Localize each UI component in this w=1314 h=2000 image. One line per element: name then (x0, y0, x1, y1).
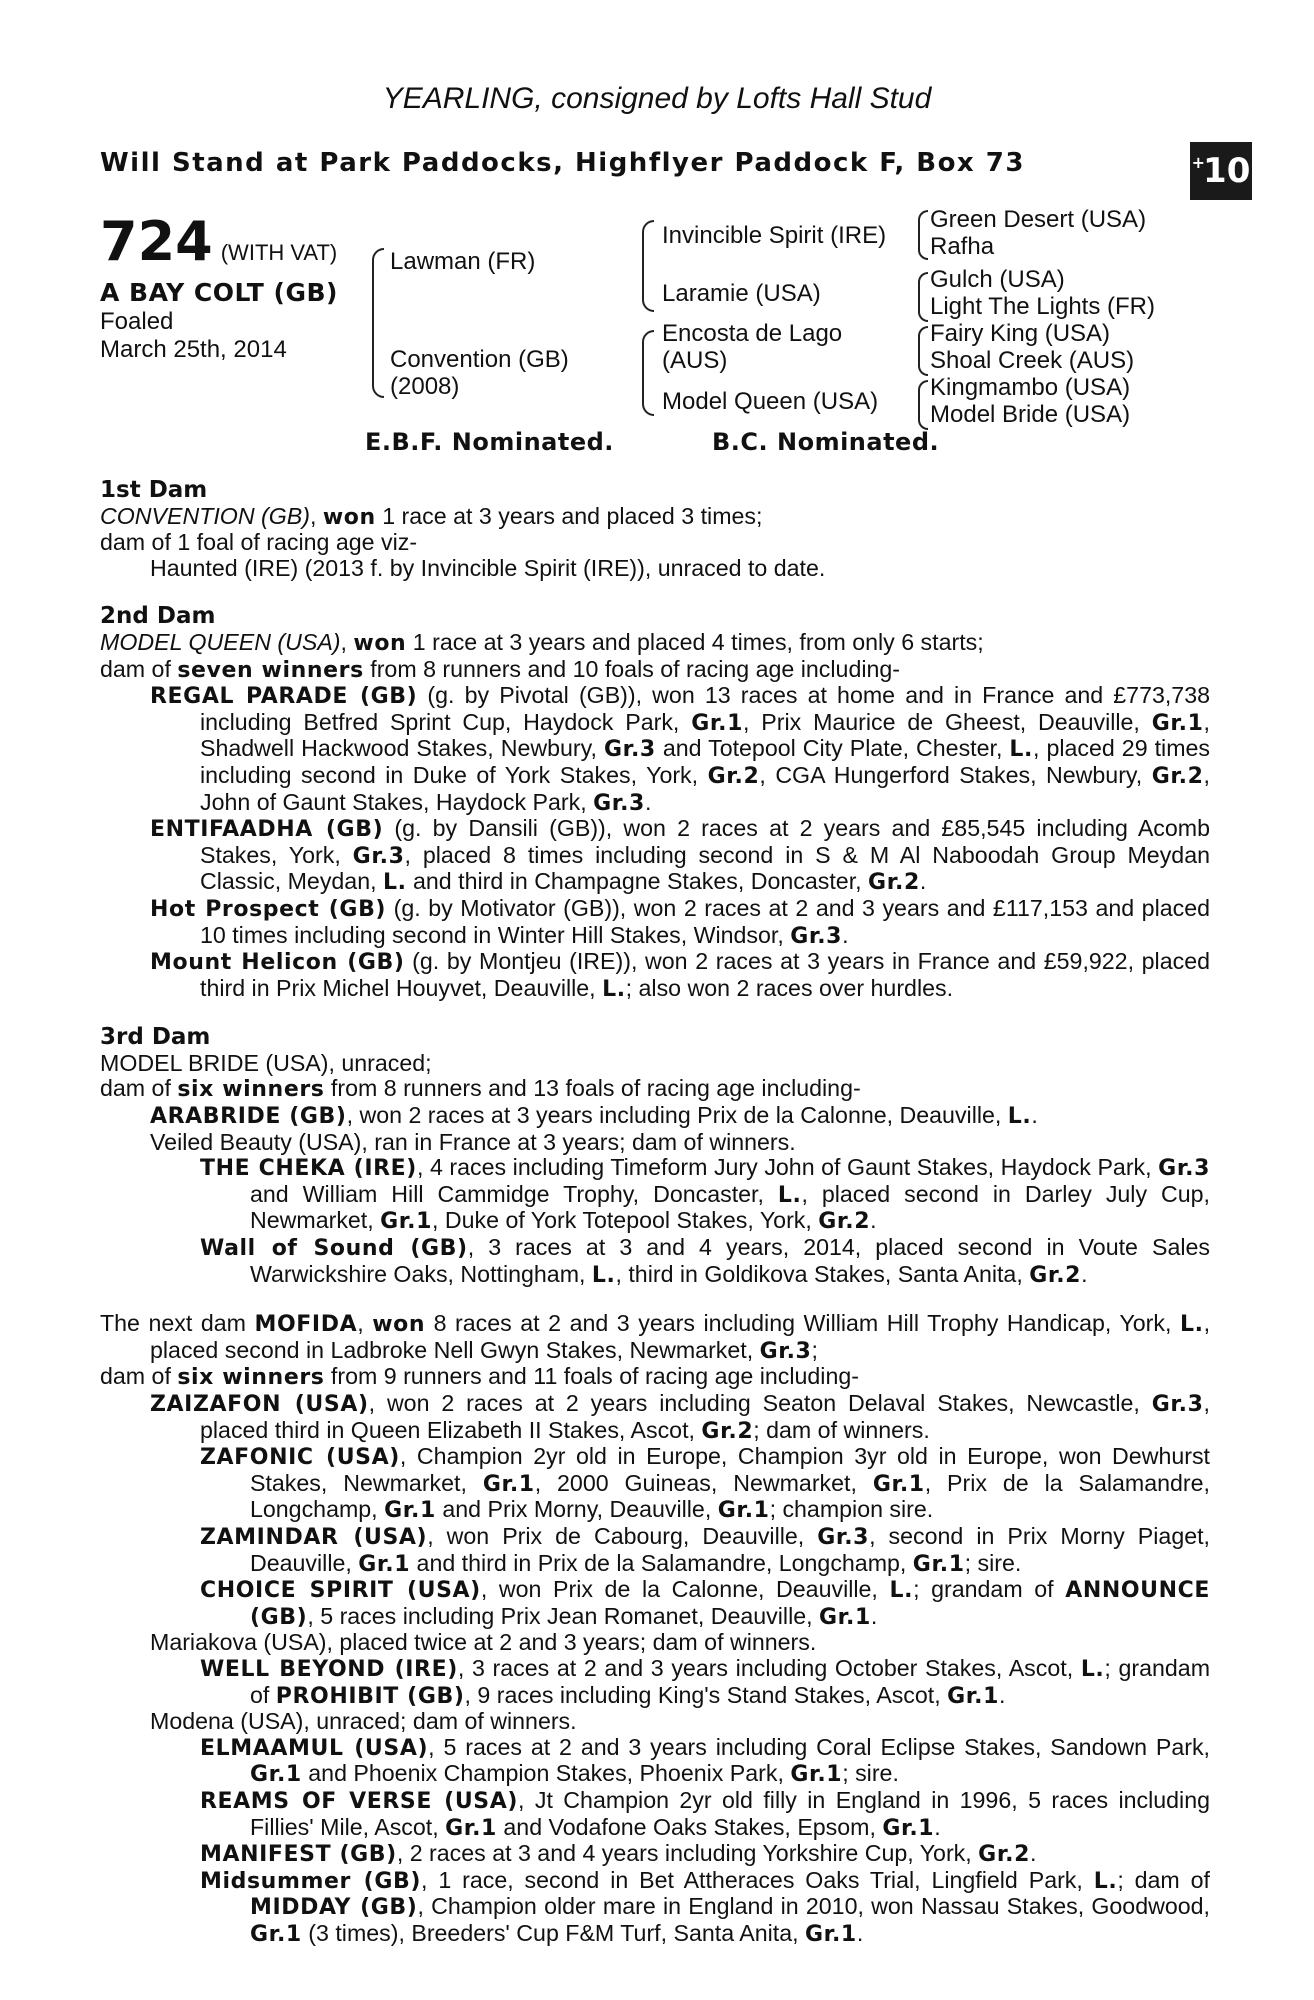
grade: Gr.1 (882, 1815, 935, 1841)
text: . (856, 1919, 864, 1946)
grade: L. (1007, 1104, 1032, 1130)
foaled-label: Foaled (100, 308, 174, 335)
text: 8 races at 2 and 3 years including William Hill Trophy Handicap, York, (425, 1310, 1180, 1337)
dam-name: Convention (GB) (390, 346, 569, 373)
text: , 2000 Guineas, Newmarket, (534, 1469, 873, 1496)
gen3-3: Gulch (USA) (930, 266, 1065, 293)
grade: Gr.1 (717, 1498, 770, 1524)
horse-name: ANNOUNCE (GB) (250, 1578, 1211, 1630)
text: ; also won 2 races over hurdles. (625, 974, 954, 1001)
text: dam of (100, 1363, 178, 1390)
horse-name: REAMS OF VERSE (USA) (200, 1788, 519, 1814)
badge-plus: + (1191, 152, 1206, 172)
text: , won 2 races at 2 years including Seaton Delaval Stakes, Newcastle, (368, 1390, 1152, 1416)
text: from 9 runners and 11 foals of racing age including- (324, 1363, 859, 1390)
grade: Gr.2 (978, 1842, 1030, 1868)
lot-description: A BAY COLT (GB) (100, 278, 338, 307)
grade: L. (591, 1262, 616, 1288)
first-dam-section: 1st Dam CONVENTION (GB), won 1 race at 3 years and placed 3 times; dam of 1 foal of racing age viz- Haunted (IRE) (2013 f. by Invincible Spirit (IRE)), unraced to date. (100, 478, 1210, 581)
grade: Gr.3 (790, 923, 843, 949)
text: (g. by Montjeu (IRE)), won 2 races at 3 years in France and £59,922, placed third in Prix Michel Houyvet, Deauville, (200, 948, 1210, 1001)
produce-zamindar (200, 1524, 1210, 1577)
produce-hot-prospect (150, 896, 1210, 949)
grade: Gr.1 (1151, 710, 1204, 736)
horse-name: ARABRIDE (GB) (150, 1104, 347, 1130)
gen3-7: Kingmambo (USA) (930, 374, 1131, 401)
horse-name: ZAMINDAR (USA) (200, 1524, 428, 1550)
produce-choice-spirit (200, 1577, 1210, 1630)
text: ; grandam of (913, 1576, 1066, 1603)
sire-name: Lawman (FR) (390, 248, 536, 275)
second-dam-name: MODEL QUEEN (USA) (100, 628, 341, 655)
horse-name: WELL BEYOND (IRE) (200, 1656, 458, 1682)
grade: Gr.1 (384, 1498, 436, 1524)
second-dam-heading: 2nd Dam (100, 603, 216, 630)
text: , Jt Champion 2yr old filly in England in 1996, 5 races including Fillies' Mile, Ascot, (250, 1786, 1210, 1840)
produce-wall-of-sound (200, 1235, 1210, 1288)
brace-gen3-2 (918, 272, 928, 322)
text: , 5 races including Prix Jean Romanet, Deauville, (307, 1602, 820, 1629)
text: , Champion 2yr old in Europe, Champion 3yr old in Europe, won Dewhurst Stakes, Newmarket, (250, 1443, 1210, 1496)
text: (g. by Pivotal (GB)), won 13 races at home and in France and £773,738 including Betfred Sprint Cup, Haydock Park, (200, 682, 1210, 735)
grade: L. (383, 870, 407, 896)
gen3-4: Light The Lights (FR) (930, 293, 1155, 320)
horse-name: Hot Prospect (GB) (150, 896, 387, 922)
stand-location: Will Stand at Park Paddocks, Highflyer Paddock F, Box 73 (100, 148, 1025, 178)
grade: Gr.3 (1151, 1392, 1204, 1417)
grade: Gr.2 (818, 1209, 871, 1235)
catalogue-body (100, 478, 1210, 1970)
text: , 3 races at 2 and 3 years including October Stakes, Ascot, (457, 1654, 1081, 1681)
text: and third in Champagne Stakes, Doncaster, (406, 868, 869, 895)
next-dam-name: MOFIDA (254, 1312, 358, 1338)
dam-sire-l1: Encosta de Lago (662, 320, 843, 347)
horse-name: ELMAAMUL (USA) (200, 1735, 429, 1761)
next-dam-intro: The next dam MOFIDA, won 8 races at 2 and 3 years including William Hill Trophy Handicap, York, L., placed second in Ladbroke Nell Gwyn Stakes, Newmarket, Gr.3; (100, 1310, 1211, 1364)
bc-nominated: B.C. Nominated. (712, 428, 940, 456)
horse-name: MANIFEST (GB) (200, 1842, 397, 1868)
sire-dam: Laramie (USA) (662, 280, 821, 307)
grade: L. (889, 1578, 914, 1604)
text: , won 2 races at 3 years including Prix de la Calonne, Deauville, (346, 1102, 1008, 1129)
text: The next dam (100, 1310, 255, 1337)
grade: Gr.1 (691, 710, 744, 736)
next-dam-section (100, 1311, 1210, 1947)
brace-gen2-dam (642, 330, 654, 416)
first-dam-foals: dam of 1 foal of racing age viz- (100, 529, 418, 556)
text: and Phoenix Champion Stakes, Phoenix Park, (301, 1760, 791, 1787)
text: ; dam of (1117, 1866, 1210, 1893)
won-label: won (353, 630, 407, 656)
third-dam-line: MODEL BRIDE (USA), unraced; (100, 1049, 432, 1076)
foaled-info (100, 308, 287, 364)
produce-zafonic (200, 1444, 1210, 1524)
grade: Gr.2 (868, 870, 920, 896)
third-dam-section (100, 1025, 1210, 1288)
grade: Gr.1 (250, 1762, 302, 1788)
text: , placed third in Queen Elizabeth II Stakes, Ascot, (200, 1390, 1210, 1443)
ebf-nominated: E.B.F. Nominated. (365, 428, 614, 456)
produce-veiled-beauty: Veiled Beauty (USA), ran in France at 3 years; dam of winners. (150, 1128, 796, 1155)
lot-header (100, 210, 337, 273)
horse-name: Wall of Sound (GB) (200, 1236, 468, 1262)
grade: Gr.1 (872, 1471, 925, 1497)
produce-mariakova: Mariakova (USA), placed twice at 2 and 3 years; dam of winners. (150, 1629, 817, 1656)
first-dam-name: CONVENTION (GB) (100, 502, 310, 529)
lot-number: 724 (100, 210, 213, 273)
text: (3 times), Breeders' Cup F&M Turf, Santa Anita, (301, 1919, 805, 1946)
grade: Gr.1 (482, 1471, 535, 1497)
grade: Gr.1 (912, 1551, 965, 1577)
text: and Prix Morny, Deauville, (435, 1496, 718, 1523)
text: ; sire. (842, 1760, 899, 1787)
gen3-8: Model Bride (USA) (930, 401, 1131, 428)
gen3-1: Green Desert (USA) (930, 206, 1147, 233)
text: , Prix de la Salamandre, Longchamp, (250, 1469, 1210, 1523)
text: and third in Prix de la Salamandre, Longchamp, (410, 1549, 913, 1576)
produce-the-cheka (200, 1155, 1210, 1235)
grade: L. (1009, 737, 1033, 763)
grade: Gr.3 (1158, 1156, 1210, 1182)
text: ; sire. (964, 1549, 1022, 1576)
dam-sire-l2: (AUS) (662, 347, 728, 374)
text: , Duke of York Totepool Stakes, York, (431, 1207, 819, 1234)
text: ; dam of winners. (753, 1416, 930, 1443)
text: , third in Goldikova Stakes, Santa Anita, (615, 1260, 1030, 1287)
produce-reams-of-verse (200, 1788, 1210, 1841)
grade: L. (602, 976, 626, 1002)
brace-gen1 (372, 248, 384, 398)
second-dam-record: 1 race at 3 years and placed 4 times, from only 6 starts; (406, 628, 984, 655)
sire-sire: Invincible Spirit (IRE) (662, 222, 887, 249)
page-title: YEARLING, consigned by Lofts Hall Stud (382, 82, 932, 115)
horse-name: ENTIFAADHA (GB) (150, 817, 384, 843)
horse-name: CHOICE SPIRIT (USA) (200, 1578, 481, 1604)
text: . (1081, 1260, 1088, 1287)
text: and William Hill Cammidge Trophy, Doncaster, (250, 1180, 778, 1207)
horse-name: ZAFONIC (USA) (200, 1445, 400, 1471)
text: . (1030, 1840, 1037, 1867)
grade: Gr.1 (947, 1683, 999, 1709)
won-label: won (322, 504, 376, 530)
grade: L. (1179, 1312, 1204, 1338)
produce-regal-parade (150, 683, 1210, 816)
third-dam-heading: 3rd Dam (100, 1024, 211, 1051)
produce-well-beyond (200, 1656, 1210, 1709)
text: (g. by Dansili (GB)), won 2 races at 2 years and £85,545 including Acomb Stakes, York, (200, 815, 1211, 868)
second-dam-section: 2nd Dam MODEL QUEEN (USA), won 1 race at 3 years and placed 4 times, from only 6 starts; dam of seven winners from 8 runners and 10 foals of racing age including- REGAL PARADE (GB) (g. by Pivotal (GB)), won 13 races at home and in France and £773,738 including Betfred Sprint Cup, Haydock Park, Gr.1, Prix Maurice de Gheest, Deauville, Gr.1, Shadwell Hackwood Stakes, Newbury, Gr.3 and Totepool City Plate, Chester, L., placed 29 times including second in Duke of York Stakes, York, Gr.2, CGA Hungerford Stakes, Newbury, Gr.2, John of Gaunt Stakes, Haydock Park, Gr.3. ENTIFAADHA (GB) (g. by Dansili (GB)), won 2 races at 2 years and £85,545 including Acomb Stakes, York, Gr.3, placed 8 times including second in S & M Al Naboodah Group Meydan Classic, Meydan, L. and third in Champagne Stakes, Doncaster, Gr.2. Hot Prospect (GB) (g. by Motivator (GB)), won 2 races at 2 and 3 years and £117,153 and placed 10 times including second in Winter Hill Stakes, Windsor, Gr.3. Mount Helicon (GB) (g. by Montjeu (IRE)), won 2 races at 3 years in France and £59,922, placed third in Prix Michel Houyvet, Deauville, L.; also won 2 races over hurdles. (100, 603, 1211, 1002)
foaled-date: March 25th, 2014 (100, 336, 287, 363)
brace-gen3-1 (918, 210, 928, 260)
text: ; grandam of (250, 1654, 1211, 1708)
grade: Gr.1 (380, 1209, 432, 1235)
text: , CGA Hungerford Stakes, Newbury, (759, 761, 1152, 788)
produce-mount-helicon (150, 949, 1210, 1002)
winners-count: six winners (177, 1077, 325, 1103)
text: , Shadwell Hackwood Stakes, Newbury, (200, 708, 1210, 762)
text: , 4 races including Timeform Jury John of Gaunt Stakes, Haydock Park, (416, 1154, 1159, 1181)
text: , placed second in Darley July Cup, Newmarket, (250, 1180, 1210, 1234)
gen3-6: Shoal Creek (AUS) (930, 347, 1135, 374)
text: , 2 races at 3 and 4 years including Yorkshire Cup, York, (396, 1840, 979, 1867)
text: , placed second in Ladbroke Nell Gwyn Stakes, Newmarket, (150, 1310, 1211, 1363)
text: from 8 runners and 13 foals of racing age including- (324, 1075, 861, 1102)
text: . (842, 921, 849, 948)
horse-name: Mount Helicon (GB) (150, 950, 405, 976)
text: , 9 races including King's Stand Stakes, Ascot, (464, 1681, 948, 1708)
text: and Vodafone Oaks Stakes, Epsom, (496, 1813, 883, 1840)
grade: Gr.1 (819, 1604, 871, 1630)
text: dam of (100, 1075, 178, 1102)
grade: L. (777, 1182, 802, 1208)
first-dam-record: 1 race at 3 years and placed 3 times; (375, 502, 763, 529)
text: ; champion sire. (769, 1496, 934, 1523)
grade: Gr.2 (707, 763, 760, 789)
text: . (870, 1207, 877, 1234)
gen3-5: Fairy King (USA) (930, 320, 1111, 347)
produce-arabride (150, 1103, 1210, 1130)
grade: Gr.3 (817, 1524, 870, 1550)
grade: L. (1093, 1868, 1118, 1894)
brace-gen3-3 (918, 326, 928, 376)
gen3-2: Rafha (930, 233, 995, 260)
text: , Champion older mare in England in 2010, won Nassau Stakes, Goodwood, (417, 1893, 1210, 1920)
text: , placed 8 times including second in S & M Al Naboodah Group Meydan Classic, Meydan, (200, 841, 1210, 895)
text: dam of (100, 655, 178, 682)
dam-dam: Model Queen (USA) (662, 388, 879, 415)
badge-number: 10 (1203, 151, 1251, 191)
grade: Gr.3 (759, 1338, 812, 1364)
text: (g. by Motivator (GB)), won 2 races at 2 and 3 years and £117,153 and placed 10 times including second in Winter Hill Stakes, Windsor, (200, 894, 1210, 948)
horse-name: ZAIZAFON (USA) (150, 1392, 369, 1417)
produce-zaizafon (150, 1391, 1210, 1444)
text: and Totepool City Plate, Chester, (655, 735, 1010, 762)
grade: Gr.1 (445, 1815, 497, 1841)
produce-modena: Modena (USA), unraced; dam of winners. (150, 1708, 577, 1735)
text: , won Prix de la Calonne, Deauville, (480, 1576, 890, 1603)
first-dam-heading: 1st Dam (100, 477, 208, 503)
won-label: won (372, 1312, 426, 1338)
horse-name: THE CHEKA (IRE) (200, 1156, 417, 1182)
horse-name: Midsummer (GB) (200, 1868, 421, 1894)
produce-manifest (200, 1841, 1210, 1868)
text: , John of Gaunt Stakes, Haydock Park, (200, 761, 1210, 815)
text: . (1031, 1102, 1038, 1129)
winners-count: seven winners (177, 657, 364, 683)
horse-name: MIDDAY (GB) (250, 1895, 418, 1921)
grade: Gr.1 (805, 1921, 857, 1947)
text: . (870, 1602, 878, 1629)
winners-count: six winners (177, 1365, 325, 1391)
text: from 8 runners and 10 foals of racing age including- (363, 655, 901, 682)
horse-name: REGAL PARADE (GB) (150, 684, 418, 710)
text: . (934, 1813, 941, 1840)
produce-elmaamul (200, 1735, 1210, 1788)
text: , second in Prix Morny Piaget, Deauville, (250, 1522, 1210, 1576)
text: . (998, 1681, 1006, 1708)
grade: Gr.3 (593, 790, 645, 816)
grade: Gr.2 (1151, 763, 1204, 789)
grade: L. (1080, 1656, 1105, 1682)
book-badge (1190, 142, 1252, 200)
grade: Gr.3 (352, 843, 405, 869)
text: . (919, 868, 927, 895)
grade: Gr.1 (358, 1551, 411, 1577)
text: . (644, 788, 652, 815)
grade: Gr.2 (701, 1418, 754, 1444)
lot-vat: (WITH VAT) (220, 240, 338, 265)
dam-year: (2008) (390, 373, 460, 400)
grade: Gr.3 (603, 737, 656, 763)
text: ; (811, 1336, 818, 1363)
grade: Gr.2 (1029, 1262, 1082, 1288)
text: , won Prix de Cabourg, Deauville, (427, 1522, 818, 1549)
brace-gen2-sire (642, 220, 654, 312)
brace-gen3-4 (918, 380, 928, 430)
text: , 5 races at 2 and 3 years including Coral Eclipse Stakes, Sandown Park, (428, 1733, 1210, 1760)
produce-entifaadha (150, 816, 1210, 896)
grade: Gr.1 (790, 1762, 843, 1788)
text: , placed 29 times including second in Duke of York Stakes, York, (200, 735, 1211, 788)
text: , 3 races at 3 and 4 years, 2014, placed second in Voute Sales Warwickshire Oaks, Nottingham, (250, 1234, 1210, 1287)
horse-name: PROHIBIT (GB) (275, 1683, 465, 1709)
produce-midsummer (200, 1868, 1210, 1948)
text: , 1 race, second in Bet Attheraces Oaks Trial, Lingfield Park, (421, 1866, 1094, 1893)
grade: Gr.1 (250, 1921, 302, 1947)
first-dam-produce: Haunted (IRE) (2013 f. by Invincible Spirit (IRE)), unraced to date. (150, 554, 826, 581)
text: , Prix Maurice de Gheest, Deauville, (743, 708, 1152, 735)
